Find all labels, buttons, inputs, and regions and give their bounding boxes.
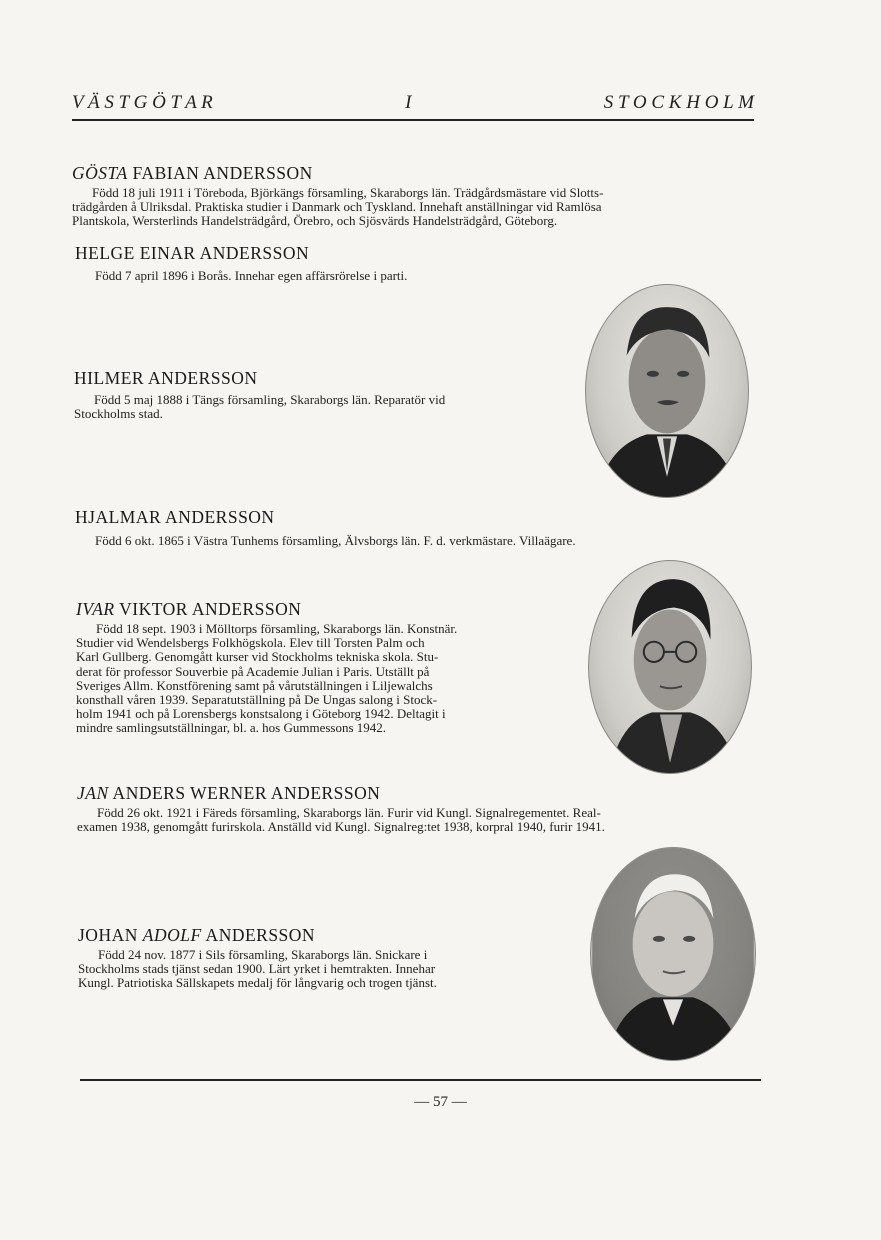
name-rest: FABIAN ANDERSSON [127,163,313,183]
bio-line: Född 18 juli 1911 i Töreboda, Björkängs församling, Skaraborgs län. Trädgårdsmästare vid Slotts- [92,185,604,200]
entry-jan-anders-werner [77,783,767,834]
entry-helge-einar [75,243,575,283]
bio-line: Studier vid Wendelsbergs Folkhögskola. Elev till Torsten Palm och [76,635,425,651]
page-number: — 57 — [414,1094,467,1110]
header-word-i: I [405,92,412,113]
portrait-photo-icon [586,285,748,497]
bio-line: Plantskola, Wersterlinds Handelsträdgård, Örebro, och Sjösvärds Handelsträdgård, Göteborg. [72,213,558,229]
bio-line: mindre samlingsutställningar, bl. a. hos Gummessons 1942. [76,720,387,736]
bio-line: holm 1941 och på Lorensbergs konstsalong i Göteborg 1942. Deltagit i [76,706,446,722]
entry-hjalmar [75,507,735,548]
name-italic-part: GÖSTA [72,163,128,183]
name-rest: HILMER ANDERSSON [74,368,258,388]
bio-line: derat för professor Souverbie på Academie Julian i Paris. Utställt på [76,663,430,679]
bio-line: Född 5 maj 1888 i Tängs församling, Skaraborgs län. Reparatör vid [94,392,446,407]
entry-bio [74,393,554,421]
entry-name [75,243,575,263]
bio-line: Född 18 sept. 1903 i Mölltorps församling, Skaraborgs län. Konstnär. [96,621,458,636]
name-italic-part: IVAR [76,599,115,619]
bio-line: Karl Gullberg. Genomgått kurser vid Stockholms tekniska skola. Stu- [76,649,439,665]
entry-gosta-fabian [72,163,760,229]
entry-bio [75,534,735,548]
name-rest: ANDERS WERNER ANDERSSON [108,783,381,803]
bio-line: Stockholms stad. [74,406,163,422]
entry-bio [75,269,575,283]
bio-line: trädgården å Ulriksdal. Praktiska studier i Danmark och Tyskland. Innehaft anställningar vid Ramlösa [72,199,602,215]
name-rest: ANDERSSON [201,925,316,945]
bio-line: Född 26 okt. 1921 i Färeds församling, Skaraborgs län. Furir vid Kungl. Signalregementet. Real- [97,805,601,820]
bio-line: Kungl. Patriotiska Sällskapets medalj för långvarig och trogen tjänst. [78,975,437,991]
entry-bio [76,622,546,736]
entry-name [75,507,735,527]
entry-name [74,368,554,388]
header-word-stockholm: S T O C K H O L M [603,92,754,113]
name-rest: HJALMAR ANDERSSON [75,507,275,527]
name-italic-part: JAN [77,783,109,803]
entry-bio [78,948,548,991]
bio-line: Stockholms stads tjänst sedan 1900. Lärt yrket i hemtrakten. Innehar [78,961,436,977]
bio-line: Född 6 okt. 1865 i Västra Tunhems församling, Älvsborgs län. F. d. verkmästare. Villaägare. [95,533,576,548]
entry-name [76,599,546,619]
entry-hilmer [74,368,554,421]
portrait-johan-adolf-andersson [590,847,756,1061]
entry-name [78,925,548,945]
entry-bio [77,806,767,834]
bio-line: Sveriges Allm. Konstförening samt på vårutställningen i Liljewalchs [76,677,433,693]
entry-ivar-viktor [76,599,546,736]
entry-johan-adolf [78,925,548,991]
name-italic-part: ADOLF [142,925,202,945]
bio-line: konsthall våren 1939. Separatutställning på De Ungas salong i Stock- [76,692,438,708]
portrait-ivar-viktor-andersson [588,560,752,774]
bio-line: examen 1938, genomgått furirskola. Anställd vid Kungl. Signalreg:tet 1938, korpral 1940, furir 1941. [77,819,605,835]
name-rest: VIKTOR ANDERSSON [114,599,302,619]
name-rest: HELGE EINAR ANDERSSON [75,243,310,263]
name-prefix: JOHAN [78,925,143,945]
running-header [72,92,754,114]
entry-name [77,783,767,803]
portrait-photo-icon [589,561,751,773]
header-word-vastgotar: V Ä S T G Ö T A R [72,92,213,113]
bio-line: Född 7 april 1896 i Borås. Innehar egen affärsrörelse i parti. [95,268,408,283]
entry-bio [72,186,760,229]
portrait-photo-icon [591,848,755,1060]
footer-rule [80,1079,761,1081]
entry-name [72,163,760,183]
bio-line: Född 24 nov. 1877 i Sils församling, Skaraborgs län. Snickare i [98,947,428,962]
portrait-hilmer-andersson [585,284,749,498]
header-rule [72,119,754,121]
